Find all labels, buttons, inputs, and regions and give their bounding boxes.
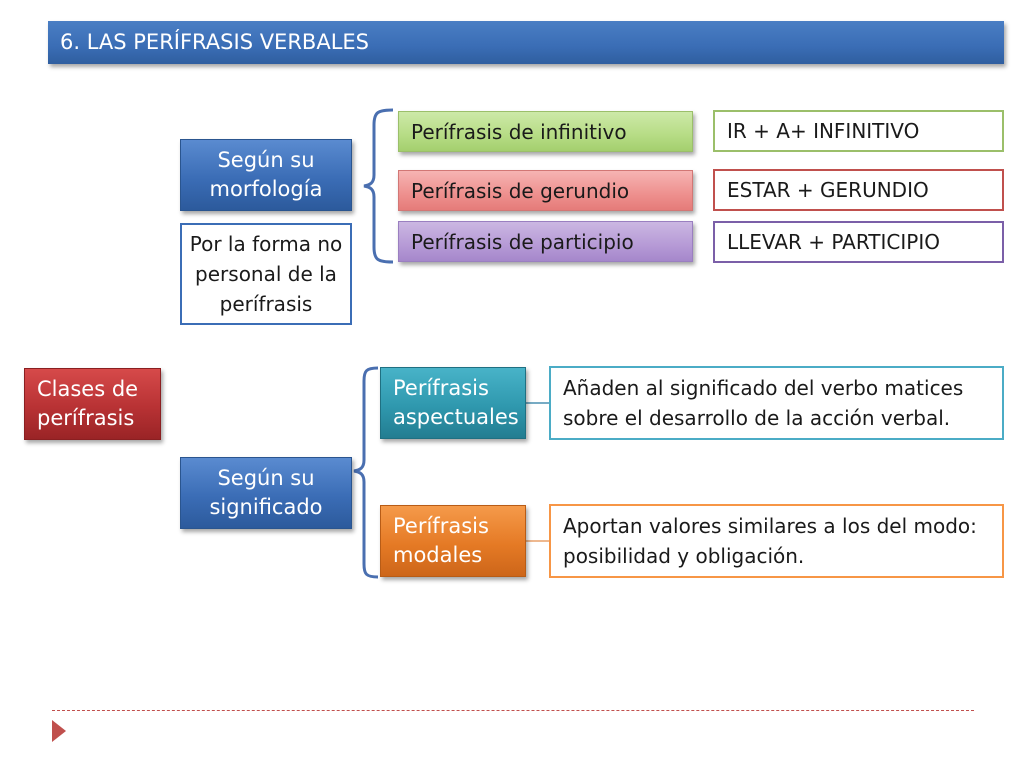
gerund-label: Perífrasis de gerundio (411, 178, 630, 203)
meaning-node (180, 457, 352, 529)
aspectual-node (380, 367, 526, 439)
modal-node (380, 505, 526, 577)
infinitive-formula (713, 110, 1004, 152)
morphology-note-text: Por la forma no personal de la perífrasis (189, 232, 343, 316)
participle-formula (713, 221, 1004, 263)
infinitive-formula-text: IR + A+ INFINITIVO (727, 119, 920, 143)
footer-divider (52, 710, 974, 711)
page-title: 6. LAS PERÍFRASIS VERBALES (60, 30, 369, 54)
modal-description (549, 504, 1004, 578)
morphology-node (180, 139, 352, 211)
morphology-bracket (364, 110, 393, 262)
participle-node (398, 221, 693, 262)
aspectual-label: Perífrasis aspectuales (393, 375, 519, 429)
infinitive-node (398, 111, 693, 152)
modal-description-text: Aportan valores similares a los del modo: posibilidad y obligación. (563, 514, 977, 568)
gerund-node (398, 170, 693, 211)
meaning-bracket (354, 368, 378, 577)
root-label: Clases de perífrasis (37, 376, 139, 430)
gerund-formula (713, 169, 1004, 211)
modal-label: Perífrasis modales (393, 513, 489, 567)
aspectual-description (549, 366, 1004, 440)
root-node (24, 368, 161, 440)
meaning-label: Según su significado (209, 465, 323, 519)
participle-formula-text: LLEVAR + PARTICIPIO (727, 230, 940, 254)
morphology-label: Según su morfología (209, 147, 323, 201)
infinitive-label: Perífrasis de infinitivo (411, 119, 627, 144)
aspectual-description-text: Añaden al significado del verbo matices sobre el desarrollo de la acción verbal. (563, 376, 964, 430)
gerund-formula-text: ESTAR + GERUNDIO (727, 178, 929, 202)
participle-label: Perífrasis de participio (411, 229, 634, 254)
play-arrow-icon (52, 720, 66, 742)
morphology-note (180, 223, 352, 325)
